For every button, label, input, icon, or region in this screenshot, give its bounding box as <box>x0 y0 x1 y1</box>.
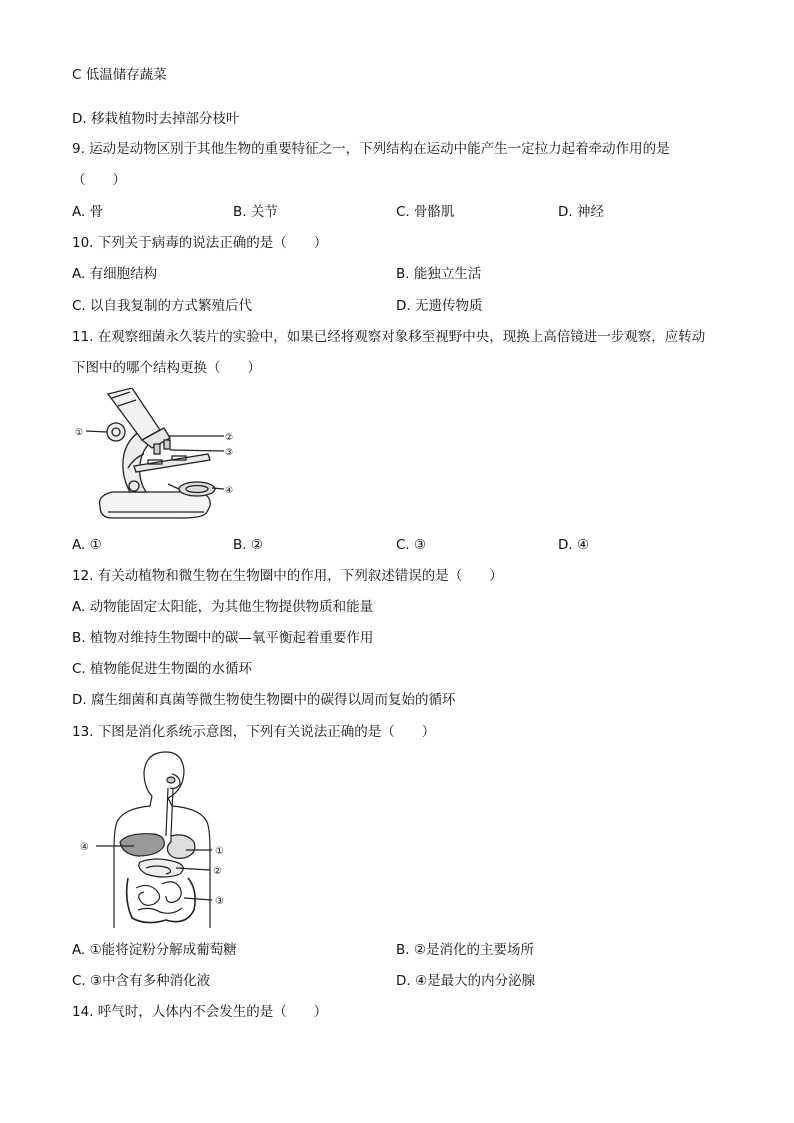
q9-option-a: A. 骨 <box>72 204 104 220</box>
q12-option-c: C. 植物能促进生物圈的水循环 <box>72 661 253 677</box>
q9-option-c: C. 骨骼肌 <box>396 204 455 220</box>
digestive-label-1: ① <box>215 846 224 857</box>
microscope-label-4: ④ <box>225 486 234 496</box>
q10-stem: 10. 下列关于病毒的说法正确的是（ ） <box>72 235 328 251</box>
microscope-label-1: ① <box>75 428 84 438</box>
q8-option-d: D. 移栽植物时去掉部分枝叶 <box>72 111 240 127</box>
q13-stem: 13. 下图是消化系统示意图，下列有关说法正确的是（ ） <box>72 724 436 740</box>
q12-option-b: B. 植物对维持生物圈中的碳—氧平衡起着重要作用 <box>72 630 374 646</box>
q14-stem: 14. 呼气时，人体内不会发生的是（ ） <box>72 1004 328 1020</box>
q10-option-d: D. 无遗传物质 <box>396 298 483 314</box>
digestive-label-2: ② <box>213 866 222 877</box>
q9-option-d: D. 神经 <box>558 204 604 220</box>
q11-stem-line2: 下图中的哪个结构更换（ ） <box>72 360 261 376</box>
microscope-label-2: ② <box>225 433 234 443</box>
q11-option-a: A. ① <box>72 537 102 553</box>
q9-stem: 9. 运动是动物区别于其他生物的重要特征之一，下列结构在运动中能产生一定拉力起着牵动作用的是 <box>72 141 670 157</box>
q12-stem: 12. 有关动植物和微生物在生物圈中的作用，下列叙述错误的是（ ） <box>72 568 503 584</box>
q8-option-c: C 低温储存蔬菜 <box>72 67 167 83</box>
q11-stem-line1: 11. 在观察细菌永久装片的实验中，如果已经将观察对象移至视野中央，现换上高倍镜进一步观察，应转动 <box>72 329 706 345</box>
q11-option-b: B. ② <box>233 537 263 553</box>
q12-option-d: D. 腐生细菌和真菌等微生物使生物圈中的碳得以周而复始的循环 <box>72 692 456 708</box>
digestive-system-figure <box>76 750 236 932</box>
q11-option-c: C. ③ <box>396 537 427 553</box>
q10-option-c: C. 以自我复制的方式繁殖后代 <box>72 298 253 314</box>
q13-option-d: D. ④是最大的内分泌腺 <box>396 973 536 989</box>
microscope-figure <box>72 388 244 524</box>
q10-option-b: B. 能独立生活 <box>396 266 482 282</box>
digestive-label-3: ③ <box>215 896 224 907</box>
q12-option-a: A. 动物能固定太阳能，为其他生物提供物质和能量 <box>72 599 374 615</box>
q9-option-b: B. 关节 <box>233 204 278 220</box>
microscope-label-3: ③ <box>225 448 234 458</box>
q9-paren: （ ） <box>72 172 126 188</box>
q11-option-d: D. ④ <box>558 537 590 553</box>
q10-option-a: A. 有细胞结构 <box>72 266 158 282</box>
q13-option-a: A. ①能将淀粉分解成葡萄糖 <box>72 942 237 958</box>
digestive-label-4: ④ <box>80 842 89 853</box>
q13-option-b: B. ②是消化的主要场所 <box>396 942 534 958</box>
q13-option-c: C. ③中含有多种消化液 <box>72 973 211 989</box>
